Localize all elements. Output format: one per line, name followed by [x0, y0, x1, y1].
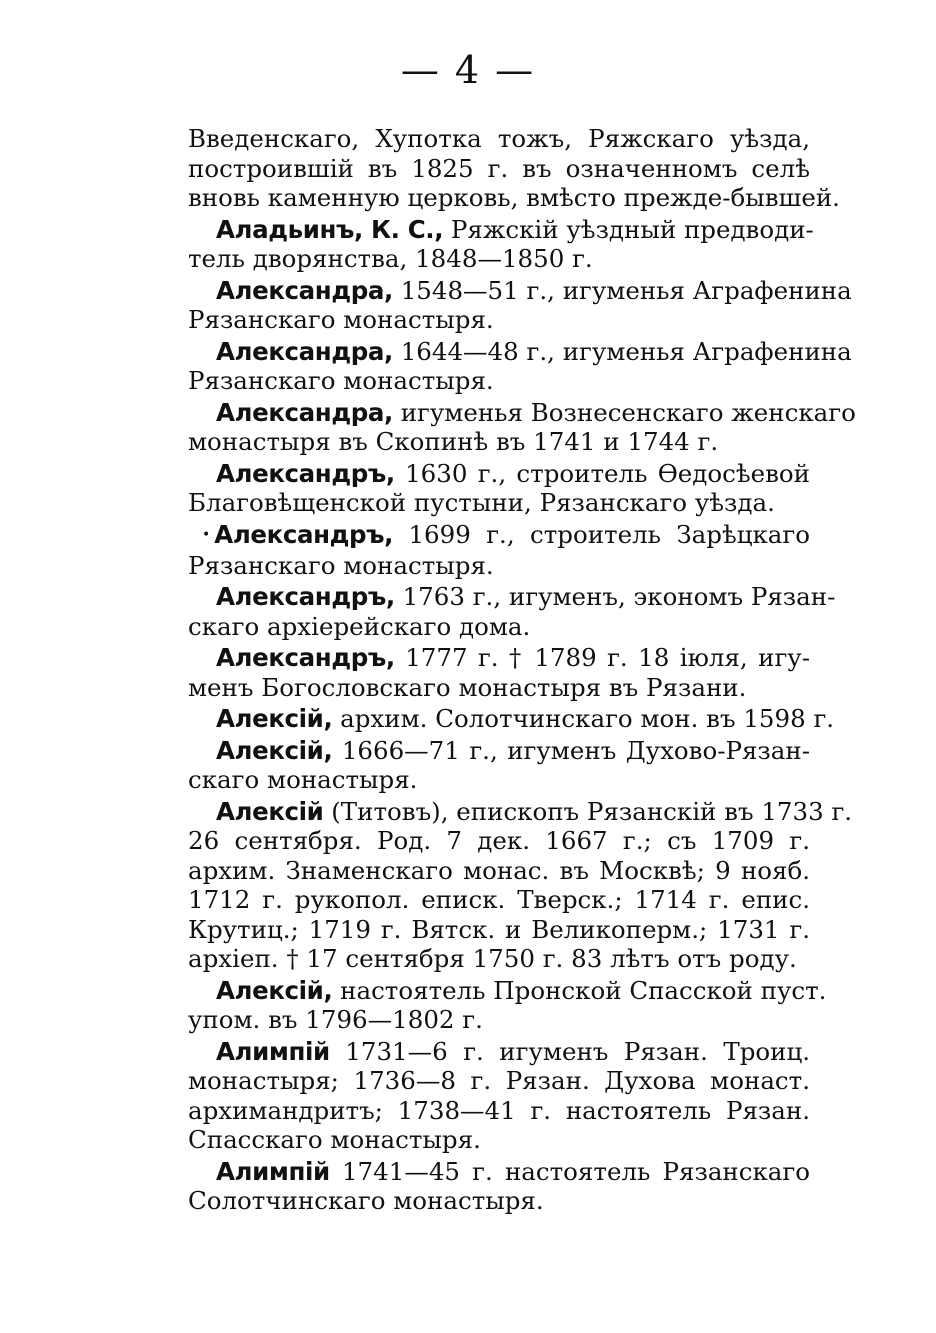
text-body [188, 124, 856, 1216]
line: Солотчинскаго монастыря. [188, 1186, 544, 1216]
page-number: — 4 — [400, 48, 536, 92]
line-text: 1763 г., игуменъ, экономъ Рязан- [394, 582, 836, 612]
line-text: 1548—51 г., игуменья Аграфенина [392, 275, 852, 305]
line: архим. Знаменскаго монас. въ Москвѣ; 9 нояб. [188, 855, 810, 885]
entry-first-line [188, 1037, 810, 1067]
entry-aleksandr-1763 [188, 582, 836, 641]
line: тель дворянства, 1848—1850 г. [188, 244, 593, 273]
line: Введенскаго, Хупотка тожъ, Ряжскаго уѣзда, [188, 124, 810, 153]
headword: Алексій, [216, 704, 333, 734]
line: скаго архіерейскаго дома. [188, 611, 531, 641]
entry-aleksandr-1630 [188, 459, 810, 518]
entry-aleksiy-titov [188, 796, 853, 974]
entry-first-line [188, 582, 836, 612]
line: менъ Богословскаго монастыря въ Рязани. [188, 672, 747, 702]
margin-mark: • [202, 527, 211, 544]
entry-first-line [188, 736, 810, 766]
line: Рязанскаго монастыря. [188, 305, 494, 334]
line: скаго монастыря. [188, 765, 418, 795]
line: архіеп. † 17 сентября 1750 г. 83 лѣтъ отъ роду. [188, 944, 797, 974]
headword: Александра, [216, 336, 393, 366]
line-text: настоятель Пронской Спасской пуст. [332, 975, 827, 1005]
line-text: 1731—6 г. игуменъ Рязан. Троиц. [329, 1036, 810, 1066]
line: монастыря; 1736—8 г. Рязан. Духова монаст. [188, 1066, 810, 1096]
entry-alimpiy-1741 [188, 1157, 810, 1216]
entry-first-line [188, 275, 852, 306]
line: Крутиц.; 1719 г. Вятск. и Великоперм.; 1731 г. [188, 914, 810, 944]
entry-first-line [188, 643, 810, 673]
headword: Александра, [216, 397, 393, 427]
headword: Александръ, [216, 643, 395, 673]
entry-aleksandr-1699 [188, 520, 810, 581]
headword: Александръ, [216, 458, 395, 488]
entry-aleksiy-1666 [188, 736, 810, 795]
line-text: 1644—48 г., игуменья Аграфенина [392, 336, 852, 366]
line: упом. въ 1796—1802 г. [188, 1005, 483, 1035]
line: Спасскаго монастыря. [188, 1125, 481, 1155]
line-text: (Титовъ), епископъ Рязанскій въ 1733 г. [323, 796, 853, 826]
line: Рязанскаго монастыря. [188, 366, 494, 395]
entry-first-line [188, 459, 810, 489]
entry-first-line [188, 214, 814, 245]
entry-first-line [188, 520, 810, 551]
line-text: архим. Солотчинскаго мон. въ 1598 г. [332, 704, 835, 734]
headword: Алимпій [216, 1036, 330, 1066]
headword: Алексій [216, 796, 324, 826]
entry-aleksandra-voznesensky [188, 397, 856, 457]
entry-aleksandra-1644 [188, 336, 852, 396]
line: монастыря въ Скопинѣ въ 1741 и 1744 г. [188, 427, 719, 456]
entry-first-line [188, 796, 853, 827]
headword: Алексій, [216, 735, 333, 765]
line: Благовѣщенской пустыни, Рязанскаго уѣзда. [188, 488, 775, 517]
line-text: 1777 г. † 1789 г. 18 іюля, игу- [394, 643, 810, 673]
line: вновь каменную церковь, вмѣсто прежде-бывшей. [188, 183, 840, 212]
headword: Алексій, [216, 975, 333, 1005]
entry-first-line [188, 1157, 810, 1187]
entry-first-line [188, 975, 827, 1006]
entry-aleksandr-1777 [188, 643, 810, 702]
headword: Алимпій [216, 1156, 330, 1186]
entry-alimpiy-1731 [188, 1037, 810, 1155]
line-text: 1666—71 г., игуменъ Духово-Рязан- [332, 735, 810, 765]
headword: Александра, [216, 275, 393, 305]
entry-aleksiy-pronsk [188, 975, 827, 1035]
line: 26 сентября. Род. 7 дек. 1667 г.; съ 1709 г. [188, 826, 810, 856]
line: Рязанскаго монастыря. [188, 550, 494, 580]
line-text: Ряжскій уѣздный предводи- [443, 214, 814, 244]
line-text: 1699 г., строитель Зарѣцкаго [393, 519, 810, 549]
headword: Аладьинъ, К. С., [216, 214, 444, 244]
headword: Александръ, [216, 582, 395, 612]
entry-first-line [188, 336, 852, 367]
line: 1712 г. рукопол. еписк. Тверск.; 1714 г. епис. [188, 885, 810, 915]
line: построившій въ 1825 г. въ означенномъ селѣ [188, 153, 810, 183]
headword: Александръ, [214, 519, 394, 549]
entry-aleksiy-1598 [188, 704, 835, 734]
entry-aladin [188, 214, 814, 274]
line-text: 1630 г., строитель Ѳедосѣевой [394, 458, 810, 488]
entry-continuation [188, 124, 840, 213]
entry-first-line [188, 704, 835, 734]
line-text: игуменья Вознесенскаго женскаго [392, 397, 856, 427]
entry-first-line [188, 397, 856, 428]
line: архимандритъ; 1738—41 г. настоятель Рязан. [188, 1095, 810, 1125]
line-text: 1741—45 г. настоятель Рязанскаго [329, 1156, 810, 1186]
entry-aleksandra-1548 [188, 275, 852, 335]
